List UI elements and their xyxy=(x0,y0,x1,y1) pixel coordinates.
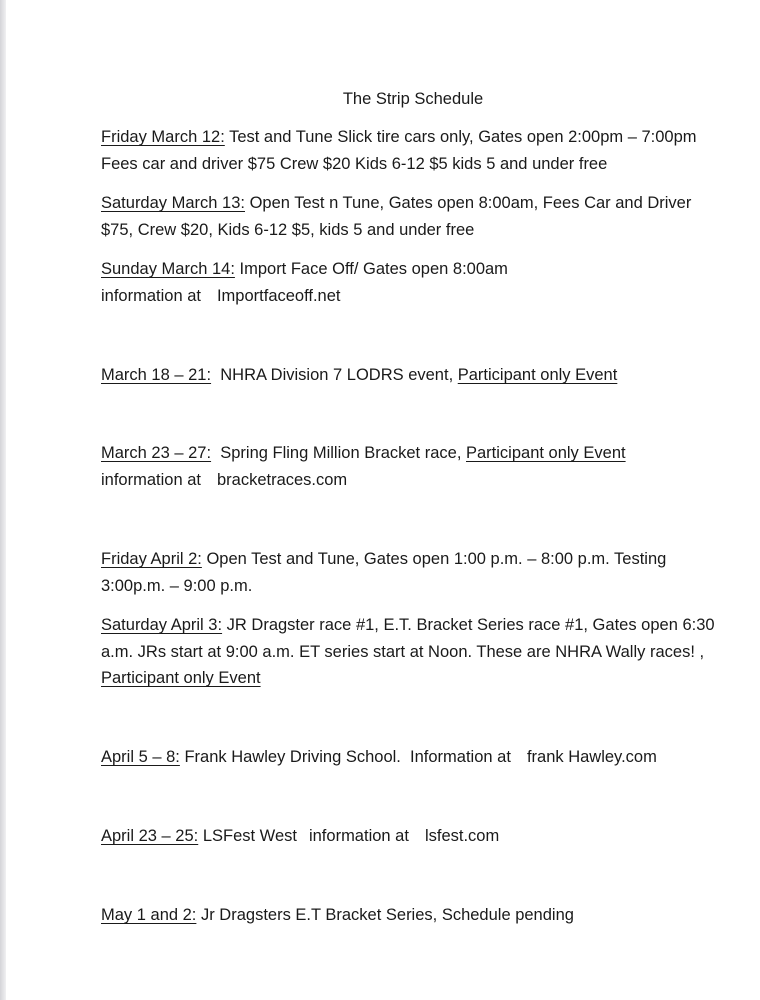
event-may-1-and-2 xyxy=(101,902,741,929)
event-details-continued: a.m. JRs start at 9:00 a.m. ET series start at Noon. These are NHRA Wally races! , xyxy=(101,642,705,661)
event-date: April 23 – 25: xyxy=(101,827,199,845)
info-link[interactable]: Importfaceoff.net xyxy=(216,286,341,305)
event-april-23-25 xyxy=(101,823,741,850)
event-date: March 18 – 21: xyxy=(101,366,212,384)
event-sunday-march-14 xyxy=(101,256,741,309)
event-details: Open Test n Tune, Gates open 8:00am, Fees Car and Driver xyxy=(245,194,692,212)
info-label: information at xyxy=(101,470,201,489)
participant-only-label: Participant only Event xyxy=(466,444,626,462)
info-link[interactable]: lsfest.com xyxy=(424,827,500,845)
participant-only-label: Participant only Event xyxy=(457,366,618,384)
info-label: information at xyxy=(101,286,201,305)
event-date: Friday March 12: xyxy=(101,128,225,146)
event-details: Import Face Off/ Gates open 8:00am xyxy=(234,260,508,278)
event-saturday-march-13 xyxy=(101,190,741,243)
event-fees: Fees car and driver $75 Crew $20 Kids 6-12 $5 kids 5 and under free xyxy=(101,154,608,173)
event-details: NHRA Division 7 LODRS event, xyxy=(211,366,458,384)
event-date: Saturday April 3: xyxy=(101,616,223,634)
event-details: Open Test and Tune, Gates open 1:00 p.m. – 8:00 p.m. Testing xyxy=(201,550,667,568)
event-details: Jr Dragsters E.T Bracket Series, Schedule pending xyxy=(196,906,574,924)
event-testing-times: 3:00p.m. – 9:00 p.m. xyxy=(101,576,253,595)
event-details: Frank Hawley Driving School. Information at xyxy=(179,748,511,766)
event-details: JR Dragster race #1, E.T. Bracket Series race #1, Gates open 6:30 xyxy=(222,616,715,634)
event-date: Saturday March 13: xyxy=(101,194,245,212)
info-link[interactable]: frank Hawley.com xyxy=(526,748,657,766)
event-saturday-april-3 xyxy=(101,612,741,692)
event-details: LSFest West xyxy=(198,827,297,845)
event-date: Sunday March 14: xyxy=(101,260,235,278)
event-fees: $75, Crew $20, Kids 6-12 $5, kids 5 and under free xyxy=(101,220,475,239)
page-title: The Strip Schedule xyxy=(342,90,484,108)
info-label: information at xyxy=(308,827,409,845)
event-april-5-8 xyxy=(101,744,741,771)
event-date: May 1 and 2: xyxy=(101,906,197,924)
event-date: March 23 – 27: xyxy=(101,444,212,462)
event-details: Test and Tune Slick tire cars only, Gates open 2:00pm – 7:00pm xyxy=(224,128,697,146)
event-march-23-27 xyxy=(101,440,741,493)
event-friday-april-2 xyxy=(101,546,741,599)
event-details: Spring Fling Million Bracket race, xyxy=(211,444,466,462)
event-date: Friday April 2: xyxy=(101,550,202,568)
event-date: April 5 – 8: xyxy=(101,748,180,766)
event-friday-march-12 xyxy=(101,124,741,177)
participant-only-label: Participant only Event xyxy=(101,669,261,687)
event-march-18-21 xyxy=(101,362,741,389)
info-link[interactable]: bracketraces.com xyxy=(216,470,348,489)
